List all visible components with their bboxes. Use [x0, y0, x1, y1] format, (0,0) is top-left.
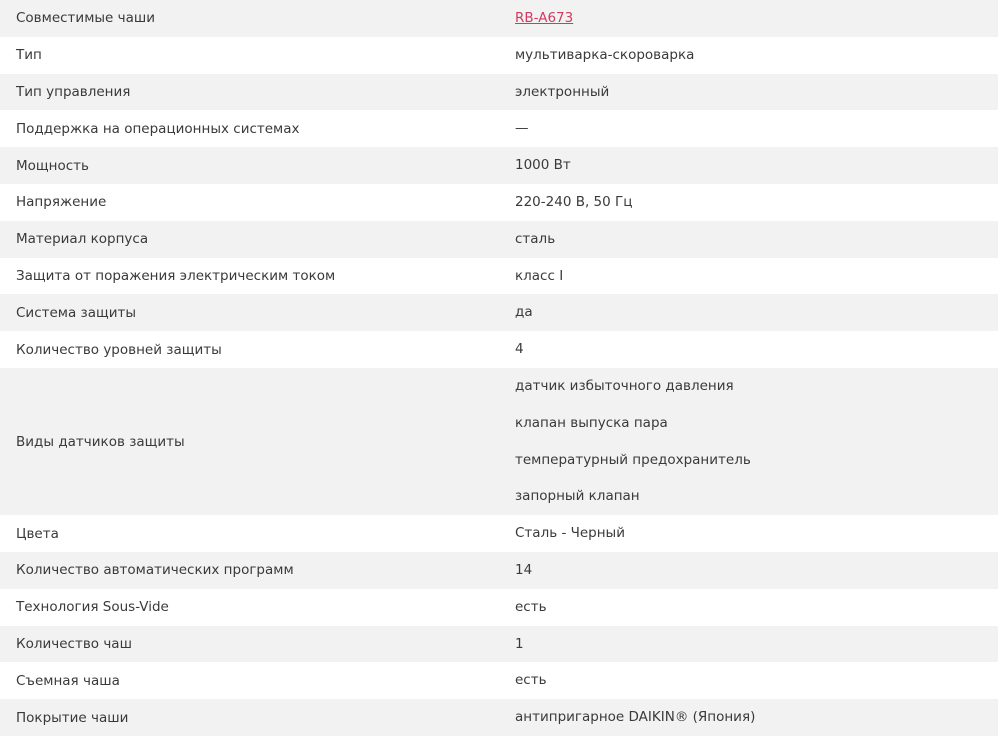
spec-row [0, 258, 998, 295]
spec-row [0, 331, 998, 368]
spec-value [500, 184, 998, 221]
spec-label: Напряжение [16, 194, 107, 211]
spec-row [0, 662, 998, 699]
spec-value-line: есть [515, 672, 547, 689]
spec-row [0, 626, 998, 663]
spec-value-line: электронный [515, 83, 610, 100]
spec-row [0, 589, 998, 626]
spec-value [500, 74, 998, 111]
spec-label: Количество уровней защиты [16, 341, 222, 358]
spec-row [0, 552, 998, 589]
spec-row [0, 221, 998, 258]
spec-row [0, 368, 998, 515]
spec-label: Мощность [16, 157, 89, 174]
spec-value [500, 37, 998, 74]
spec-value-line: 4 [515, 341, 524, 358]
spec-label: Защита от поражения электрическим током [16, 267, 336, 284]
spec-value-line: — [515, 120, 529, 137]
spec-label: Количество автоматических программ [16, 562, 294, 579]
spec-value-line: Сталь - Черный [515, 525, 625, 542]
spec-label: Количество чаш [16, 635, 132, 652]
spec-row [0, 110, 998, 147]
spec-label: Цвета [16, 525, 59, 542]
spec-value-line: клапан выпуска пара [515, 414, 668, 431]
spec-label: Технология Sous-Vide [16, 599, 169, 616]
spec-value-line: датчик избыточного давления [515, 377, 734, 394]
spec-value-line: да [515, 304, 533, 321]
spec-value [500, 515, 998, 552]
spec-value-line: 1000 Вт [515, 157, 571, 174]
spec-value-line: мультиварка-скороварка [515, 46, 695, 63]
spec-value [500, 699, 998, 736]
spec-label: Совместимые чаши [16, 10, 156, 27]
spec-row [0, 184, 998, 221]
spec-value-line: 220-240 В, 50 Гц [515, 193, 633, 210]
spec-value-line: сталь [515, 230, 556, 247]
spec-value-line: антипригарное DAIKIN® (Япония) [515, 709, 756, 726]
spec-label: Поддержка на операционных системах [16, 120, 300, 137]
spec-value-line [515, 0, 998, 37]
spec-row [0, 37, 998, 74]
spec-value [500, 626, 998, 663]
spec-row [0, 699, 998, 736]
spec-label: Виды датчиков защиты [16, 433, 185, 450]
spec-label: Тип [16, 47, 42, 64]
compatible-bowl-link[interactable]: RB-A673 [515, 10, 574, 26]
spec-row [0, 147, 998, 184]
spec-value [500, 552, 998, 589]
spec-label: Материал корпуса [16, 231, 149, 248]
spec-value [500, 331, 998, 368]
spec-value-line: температурный предохранитель [515, 451, 751, 468]
spec-value [500, 589, 998, 626]
spec-value-line: 14 [515, 561, 533, 578]
spec-value [500, 294, 998, 331]
spec-label: Тип управления [16, 83, 131, 100]
spec-row [0, 515, 998, 552]
spec-row [0, 74, 998, 111]
spec-value-line: класс I [515, 267, 564, 284]
spec-value [500, 368, 998, 515]
spec-value [500, 0, 998, 37]
spec-value-line: 1 [515, 635, 524, 652]
spec-value [500, 147, 998, 184]
spec-value [500, 110, 998, 147]
spec-value [500, 662, 998, 699]
spec-label: Покрытие чаши [16, 709, 129, 726]
spec-row [0, 0, 998, 37]
spec-value-line: есть [515, 598, 547, 615]
spec-value [500, 221, 998, 258]
spec-value-line: запорный клапан [515, 488, 640, 505]
spec-label: Съемная чаша [16, 672, 120, 689]
spec-value [500, 258, 998, 295]
spec-label: Система защиты [16, 304, 137, 321]
spec-row [0, 294, 998, 331]
